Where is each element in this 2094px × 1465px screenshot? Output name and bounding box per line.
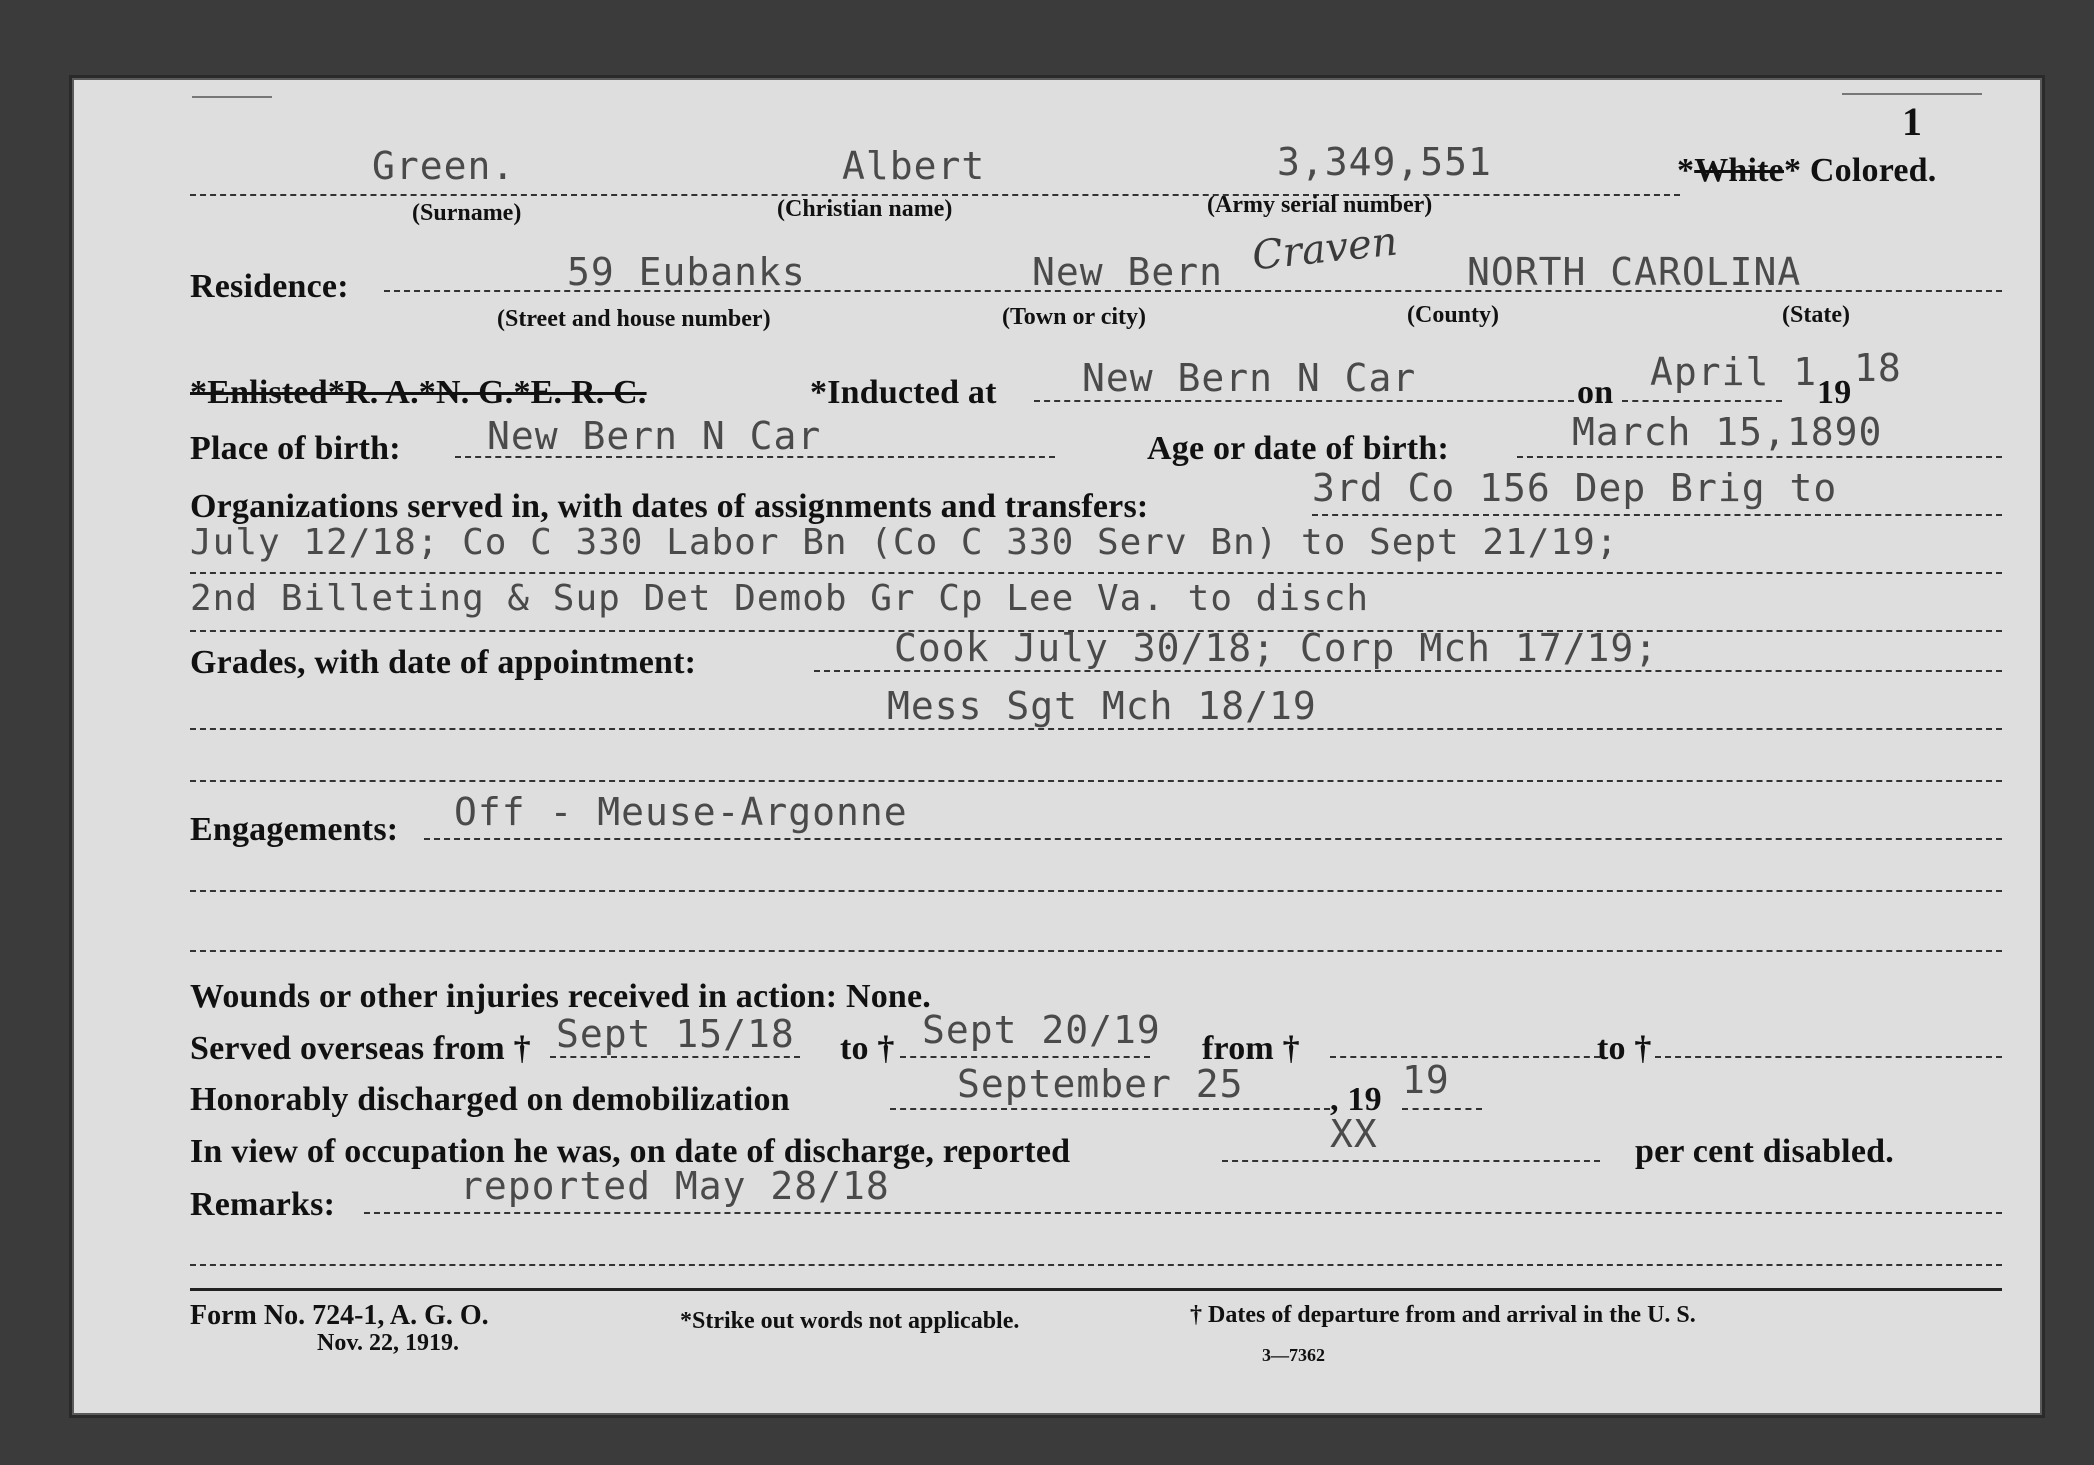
on-label: on xyxy=(1577,374,1614,411)
org-line-1 xyxy=(1312,514,2002,516)
form-date: Nov. 22, 1919. xyxy=(317,1330,460,1356)
town-value: New Bern xyxy=(1032,250,1224,294)
discharge-year-line xyxy=(1402,1108,1482,1110)
serial-number-value: 3,349,551 xyxy=(1277,140,1492,184)
residence-label: Residence: xyxy=(190,268,349,305)
remarks-value: reported May 28/18 xyxy=(460,1164,890,1208)
enlisted-struck: *Enlisted*R. A.*N. G.*E. R. C. xyxy=(190,374,647,411)
grades-label: Grades, with date of appointment: xyxy=(190,644,697,681)
occupation-label: In view of occupation he was, on date of discharge, reported xyxy=(190,1133,1071,1170)
discharge-date-value: September 25 xyxy=(957,1062,1244,1106)
inducted-line xyxy=(1034,400,1574,402)
discharge-year-prefix: , 19 xyxy=(1330,1081,1382,1118)
overseas-label: Served overseas from † xyxy=(190,1030,531,1067)
remarks-label: Remarks: xyxy=(190,1186,336,1223)
overseas-to-label: to † xyxy=(840,1030,895,1067)
star: * xyxy=(1783,152,1802,189)
year-prefix: 19 xyxy=(1817,374,1852,411)
county-handwritten: Craven xyxy=(1249,218,1400,280)
wounds-label: Wounds or other injuries received in action: None. xyxy=(190,978,931,1015)
org-line-2 xyxy=(190,572,2002,574)
strike-note: *Strike out words not applicable. xyxy=(680,1308,1020,1334)
disability-value: XX xyxy=(1330,1112,1378,1156)
discharged-label: Honorably discharged on demobilization xyxy=(190,1081,790,1118)
place-of-birth-value: New Bern N Car xyxy=(487,414,822,458)
discharged-line xyxy=(890,1108,1330,1110)
engagements-line-3 xyxy=(190,950,2002,952)
on-line xyxy=(1622,400,1782,402)
grade-line-1: Cook July 30/18; Corp Mch 17/19; xyxy=(894,626,1659,670)
overseas-to-line xyxy=(900,1056,1150,1058)
overseas-to2-label: to † xyxy=(1597,1030,1652,1067)
state-label: (State) xyxy=(1782,302,1850,328)
organization-line-3: 2nd Billeting & Sup Det Demob Gr Cp Lee Va. to disch xyxy=(190,578,1370,619)
race-white-struck: White xyxy=(1694,152,1784,189)
engagements-label: Engagements: xyxy=(190,811,399,848)
race-field xyxy=(1677,152,1936,190)
inducted-at-value: New Bern N Car xyxy=(1082,356,1417,400)
place-of-birth-label: Place of birth: xyxy=(190,430,401,467)
inducted-year-value: 18 xyxy=(1854,346,1902,390)
inducted-label: *Inducted at xyxy=(810,374,997,411)
form-number: Form No. 724-1, A. G. O. xyxy=(190,1300,489,1331)
grade-line-2: Mess Sgt Mch 18/19 xyxy=(887,684,1317,728)
star: * xyxy=(1677,152,1695,189)
state-value: NORTH CAROLINA xyxy=(1467,250,1802,294)
discharge-year-value: 19 xyxy=(1402,1058,1450,1102)
date-of-birth-value: March 15,1890 xyxy=(1572,410,1883,454)
organizations-label: Organizations served in, with dates of assignments and transfers: xyxy=(190,488,1149,525)
footer-rule xyxy=(190,1288,2002,1291)
christian-name-label: (Christian name) xyxy=(777,196,953,222)
county-label: (County) xyxy=(1407,302,1500,328)
overseas-from2-label: from † xyxy=(1202,1030,1300,1067)
surname-value: Green. xyxy=(372,144,516,188)
draft-card xyxy=(72,78,2042,1415)
surname-label: (Surname) xyxy=(412,200,522,226)
inducted-date-value: April 1 xyxy=(1650,350,1818,394)
grades-line-2 xyxy=(190,728,2002,730)
dob-line xyxy=(1517,456,2002,458)
race-colored: Colored. xyxy=(1809,152,1937,189)
occupation-line xyxy=(1222,1160,1600,1162)
grades-line-3 xyxy=(190,780,2002,782)
grades-line-1 xyxy=(814,670,2002,672)
engagements-value: Off - Meuse-Argonne xyxy=(454,790,908,834)
street-label: (Street and house number) xyxy=(497,306,771,332)
percent-label: per cent disabled. xyxy=(1635,1133,1894,1170)
overseas-from2-line xyxy=(1330,1056,1600,1058)
card-number: 1 xyxy=(1902,99,1922,144)
town-label: (Town or city) xyxy=(1002,304,1146,330)
street-value: 59 Eubanks xyxy=(567,250,806,294)
christian-name-value: Albert xyxy=(842,144,986,188)
dagger-note: † Dates of departure from and arrival in the U. S. xyxy=(1190,1302,1696,1328)
overseas-from-line xyxy=(550,1056,800,1058)
organization-line-2: July 12/18; Co C 330 Labor Bn (Co C 330 Serv Bn) to Sept 21/19; xyxy=(190,522,1619,563)
corner-mark xyxy=(192,96,272,98)
corner-mark-right xyxy=(1842,93,1982,95)
overseas-to-value: Sept 20/19 xyxy=(922,1008,1161,1052)
remarks-line-2 xyxy=(190,1264,2002,1266)
overseas-from-value: Sept 15/18 xyxy=(556,1012,795,1056)
overseas-to2-line xyxy=(1655,1056,2002,1058)
engagements-line-1 xyxy=(424,838,2002,840)
remarks-line-1 xyxy=(364,1212,2002,1214)
organization-line-1: 3rd Co 156 Dep Brig to xyxy=(1312,466,1838,510)
age-birth-label: Age or date of birth: xyxy=(1147,430,1449,467)
engagements-line-2 xyxy=(190,890,2002,892)
serial-label: (Army serial number) xyxy=(1207,192,1433,218)
print-code: 3—7362 xyxy=(1262,1345,1325,1365)
